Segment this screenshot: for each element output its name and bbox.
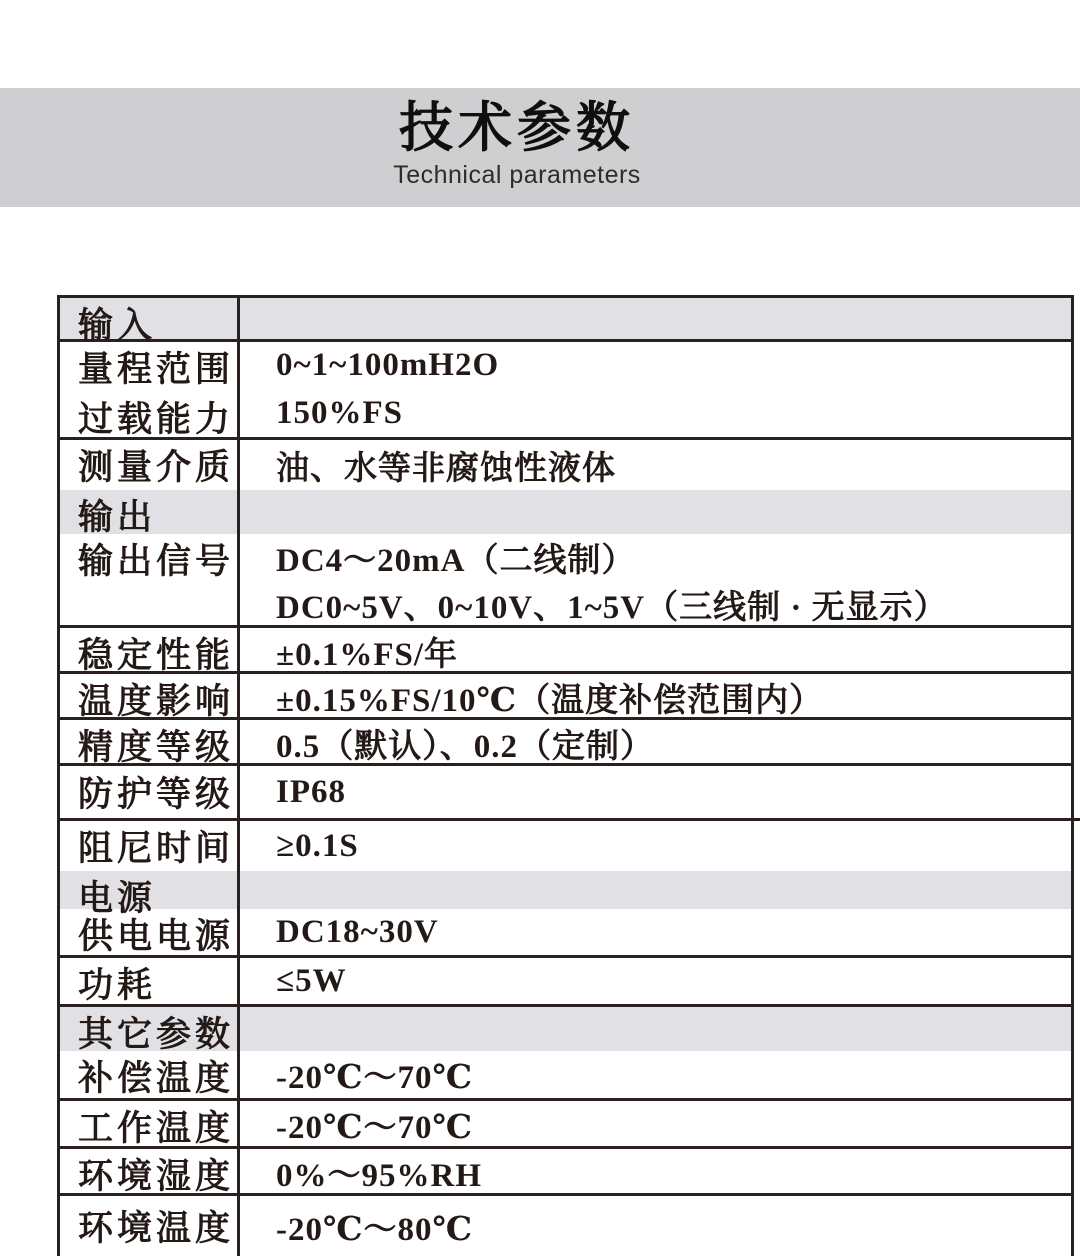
spec-label bbox=[78, 584, 237, 625]
spec-value-cell bbox=[240, 1051, 1071, 1098]
spec-value: 150%FS bbox=[276, 394, 404, 431]
spec-label: 输出信号 bbox=[78, 542, 235, 581]
spec-row bbox=[60, 1196, 1071, 1256]
spec-value-cell bbox=[240, 766, 1071, 818]
spec-value bbox=[276, 298, 1071, 339]
spec-label-cell bbox=[60, 1196, 240, 1256]
spec-label: 量程范围 bbox=[78, 350, 235, 389]
section-row bbox=[60, 490, 1071, 537]
spec-value: ±0.1%FS/年 bbox=[276, 637, 459, 673]
spec-label: 功耗 bbox=[78, 966, 157, 1005]
spec-value-cell bbox=[240, 1007, 1071, 1051]
spec-value: IP68 bbox=[276, 773, 346, 810]
spec-label: 防护等级 bbox=[78, 775, 235, 814]
spec-value-cell bbox=[240, 958, 1071, 1004]
spec-value bbox=[276, 490, 1071, 534]
section-row bbox=[60, 1007, 1071, 1054]
spec-label: 稳定性能 bbox=[78, 636, 235, 675]
spec-label-cell bbox=[60, 1051, 240, 1098]
spec-value-cell bbox=[240, 1101, 1071, 1146]
section-title: 输入 bbox=[78, 306, 157, 345]
spec-row bbox=[60, 1101, 1071, 1149]
spec-row bbox=[60, 1149, 1071, 1196]
section-title-cell bbox=[60, 871, 240, 918]
spec-value-cell bbox=[240, 1196, 1071, 1256]
spec-value-cell bbox=[240, 720, 1071, 763]
spec-label: 阻尼时间 bbox=[78, 829, 235, 868]
spec-value-cell bbox=[240, 628, 1071, 671]
spec-value-cell bbox=[240, 674, 1071, 717]
spec-value: 0~1~100mH2O bbox=[276, 347, 500, 384]
spec-value: -20℃～80℃ bbox=[276, 1211, 474, 1248]
spec-label-cell bbox=[60, 1101, 240, 1146]
table-right-edge-line bbox=[1074, 818, 1080, 821]
spec-value: DC18~30V bbox=[276, 913, 439, 950]
spec-value-cell bbox=[240, 490, 1071, 534]
spec-row bbox=[60, 958, 1071, 1007]
spec-label: 测量介质 bbox=[78, 448, 235, 487]
spec-label: 环境温度 bbox=[78, 1209, 235, 1248]
page-title: 技术参数 bbox=[399, 98, 635, 158]
spec-label-cell bbox=[60, 342, 240, 437]
spec-row bbox=[60, 766, 1071, 821]
section-row bbox=[60, 298, 1071, 345]
spec-label-cell bbox=[60, 821, 240, 871]
spec-value: 油、水等非腐蚀性液体 bbox=[276, 450, 616, 487]
spec-label-cell bbox=[60, 766, 240, 818]
spec-value-cell bbox=[240, 909, 1071, 955]
spec-row bbox=[60, 1051, 1071, 1101]
spec-value bbox=[276, 871, 1071, 909]
spec-label: 工作温度 bbox=[78, 1109, 235, 1148]
section-title-cell bbox=[60, 298, 240, 345]
spec-label-cell bbox=[60, 534, 240, 625]
spec-value: 0.5（默认）、0.2（定制） bbox=[276, 729, 654, 765]
spec-label-cell bbox=[60, 909, 240, 955]
section-title-cell bbox=[60, 490, 240, 537]
spec-value: 0%～95%RH bbox=[276, 1158, 482, 1194]
spec-value-cell bbox=[240, 440, 1071, 490]
section-title: 其它参数 bbox=[78, 1015, 235, 1054]
spec-label-cell bbox=[60, 1149, 240, 1196]
spec-row bbox=[60, 821, 1071, 871]
spec-value: ±0.15%FS/10℃（温度补偿范围内） bbox=[276, 683, 824, 719]
section-title: 电源 bbox=[78, 879, 157, 918]
spec-row bbox=[60, 628, 1071, 674]
spec-row bbox=[60, 534, 1071, 628]
spec-value bbox=[276, 1007, 1071, 1051]
header-band bbox=[0, 88, 1080, 207]
spec-row bbox=[60, 909, 1071, 958]
spec-label-cell bbox=[60, 720, 240, 767]
spec-value: ≥0.1S bbox=[276, 827, 359, 864]
section-title: 输出 bbox=[78, 498, 157, 537]
spec-label-cell bbox=[60, 674, 240, 721]
spec-value-cell bbox=[240, 534, 1071, 625]
section-title-cell bbox=[60, 1007, 240, 1054]
technical-parameters-table bbox=[57, 295, 1074, 1256]
spec-value-cell bbox=[240, 1149, 1071, 1193]
spec-row bbox=[60, 674, 1071, 720]
spec-value-cell bbox=[240, 342, 1071, 437]
spec-label: 补偿温度 bbox=[78, 1059, 235, 1098]
spec-value: DC4～20mA（二线制） bbox=[276, 543, 636, 579]
spec-row bbox=[60, 342, 1071, 440]
spec-value: DC0~5V、0~10V、1~5V（三线制 · 无显示） bbox=[276, 590, 948, 626]
spec-label-cell bbox=[60, 958, 240, 1004]
spec-label: 温度影响 bbox=[78, 682, 235, 721]
spec-label: 供电电源 bbox=[78, 917, 235, 956]
spec-value: -20℃～70℃ bbox=[276, 1060, 474, 1096]
spec-label: 过载能力 bbox=[78, 400, 235, 439]
spec-row bbox=[60, 440, 1071, 490]
spec-label: 精度等级 bbox=[78, 728, 235, 767]
spec-value: ≤5W bbox=[276, 962, 347, 999]
spec-label-cell bbox=[60, 440, 240, 490]
spec-value: -20℃～70℃ bbox=[276, 1110, 474, 1146]
spec-value-cell bbox=[240, 298, 1071, 339]
spec-row bbox=[60, 720, 1071, 766]
section-row bbox=[60, 871, 1071, 918]
spec-value-cell bbox=[240, 821, 1071, 871]
spec-label-cell bbox=[60, 628, 240, 675]
page-subtitle: Technical parameters bbox=[393, 161, 641, 189]
spec-label: 环境湿度 bbox=[78, 1157, 235, 1196]
spec-value-cell bbox=[240, 871, 1071, 909]
